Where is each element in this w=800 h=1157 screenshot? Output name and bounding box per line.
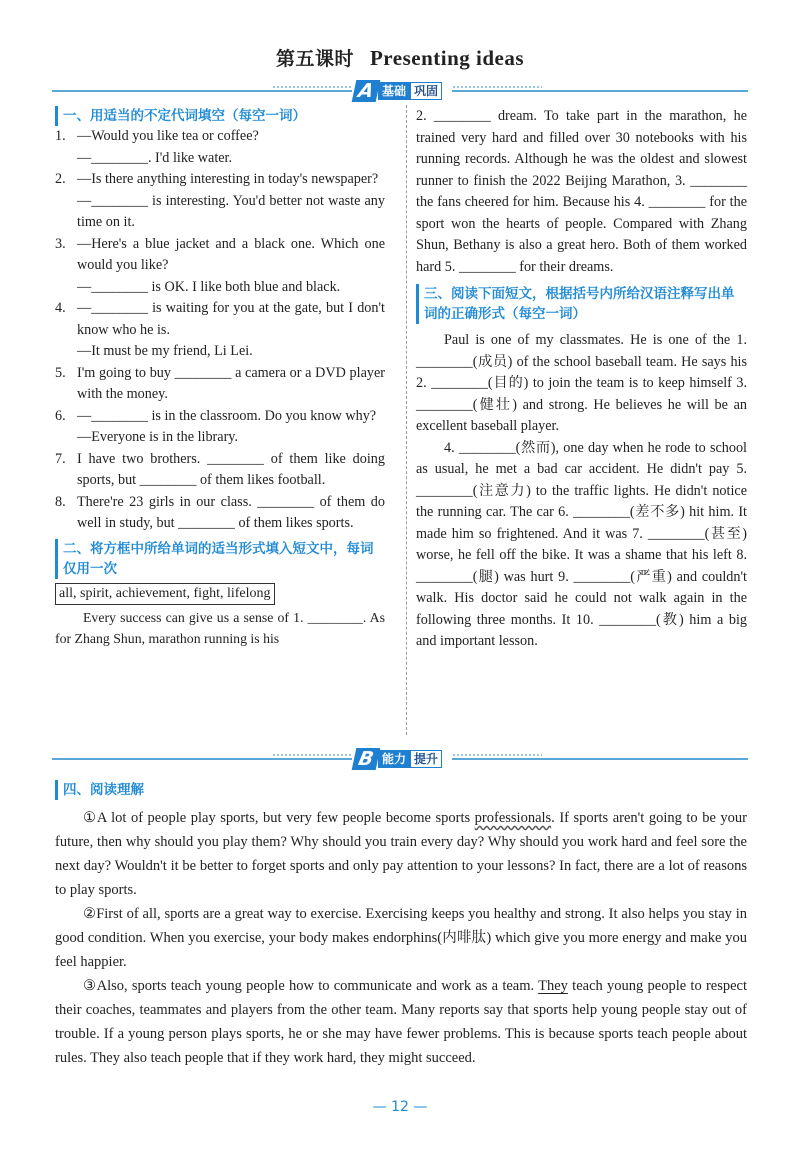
word-bank-box: all, spirit, achievement, fight, lifelong — [55, 583, 275, 605]
right-column — [416, 106, 747, 653]
lesson-number: 第五课时 — [275, 48, 354, 70]
question-5: 5. I'm going to buy ________ a camera or a DVD player with the money. — [55, 364, 385, 402]
ability-improvement-badge: B 能力 提升 — [354, 748, 442, 770]
section2-passage-start: Every success can give us a sense of 1. ________. As for Zhang Shun, marathon running is his — [55, 609, 385, 646]
question-6: 6. —________ is in the classroom. Do you know why? —Everyone is in the library. — [55, 407, 377, 445]
question-4: 4. —________ is waiting for you at the gate, but I don't know who he is. —It must be my friend, Li Lei. — [55, 300, 385, 359]
question-1: 1. —Would you like tea or coffee? —________. I'd like water. — [55, 128, 259, 166]
column-divider — [406, 105, 407, 735]
section2-heading: 二、将方框中所给单词的适当形式填入短文中，每词仅用一次 — [55, 539, 385, 579]
basic-consolidation-badge: A 基础 巩固 — [354, 80, 442, 102]
section3-paragraph-1: Paul is one of my classmates. He is one of the 1. ________(成员) of the school baseball team. He says his 2. ________(目的) to join the team is to keep himself 3. ________(健壮) and strong. He believes he will be an excellent baseball player. — [416, 332, 747, 434]
reading-section — [55, 778, 747, 1070]
section2-passage-continued: 2. ________ dream. To take part in the marathon, he trained very hard and filled over 30 notebooks with his running records. Although he was the oldest and slowest runner to finish the 2022 Beijing Marathon, 3. ________ the fans cheered for him. Because his 4. ________ for the sport won the hearts of people. Compared with Zhang Shun, Bethany is also a great hero. Both of them worked hard 5. ________ for their dreams. — [416, 108, 747, 275]
question-8: 8. There're 23 girls in our class. ________ of them do well in study, but ________ of them likes sports. — [55, 493, 385, 531]
lesson-title: Presenting ideas — [369, 46, 525, 70]
section3-heading: 三、阅读下面短文，根据括号内所给汉语注释写出单词的正确形式（每空一词） — [416, 284, 747, 324]
section-b-band — [52, 748, 748, 770]
section1-heading: 一、用适当的不定代词填空（每空一词） — [55, 106, 385, 126]
page-title — [0, 44, 800, 71]
reading-paragraph-1: ①A lot of people play sports, but very few people become sports professionals. If sports aren't going to be your future, then why should you play them? Why should you train every day? Why should you work hard and feel sore the next day? Wouldn't it be better to forget sports and only pay attention to your lessons? In fact, there are a lot of reasons to play sports. — [55, 810, 747, 898]
section3-paragraph-2: 4. ________(然而), one day when he rode to school as usual, he met a bad car accident. He didn't pay 5. ________(注意力) to the traffic lights. He didn't notice the running car. The car 6. ________(差不多) hit him. It made him so frightened. And it was 7. ________(甚至) worse, he fell off the bike. It was a shame that his left 8. ________(腿) was hurt 9. ________(严重) and couldn't walk. His doctor said he could not walk again in the following three months. It 10. ________(教) him a big and important lesson. — [416, 439, 747, 649]
reading-paragraph-2: ②First of all, sports are a great way to exercise. Exercising keeps you healthy and strong. It also helps you stay in good condition. When you exercise, your body makes endorphins(内啡肽) which give you more energy and make you feel happier. — [55, 906, 747, 970]
left-column — [55, 106, 385, 650]
reading-paragraph-3: ③Also, sports teach young people how to communicate and work as a team. They teach young people to respect their coaches, teammates and players from the other team. Many reports say that sports help young people stay out of trouble. If a young person plays sports, he or she may have fewer problems. This is because sports teach people about rules. They also teach people that if they work hard, they might succeed. — [55, 978, 747, 1066]
underlined-word-professionals: professionals — [474, 810, 552, 826]
section-a-band — [52, 80, 748, 102]
section4-heading: 四、阅读理解 — [55, 780, 144, 800]
question-2: 2. —Is there anything interesting in today's newspaper? —________ is interesting. You'd better not waste any time on it. — [55, 171, 385, 230]
underlined-word-they: They — [538, 978, 568, 994]
question-7: 7. I have two brothers. ________ of them like doing sports, but ________ of them likes football. — [55, 450, 385, 488]
page-number: — 12 — — [372, 1099, 428, 1115]
question-3: 3. —Here's a blue jacket and a black one. Which one would you like? —________ is OK. I like both blue and black. — [55, 235, 385, 295]
